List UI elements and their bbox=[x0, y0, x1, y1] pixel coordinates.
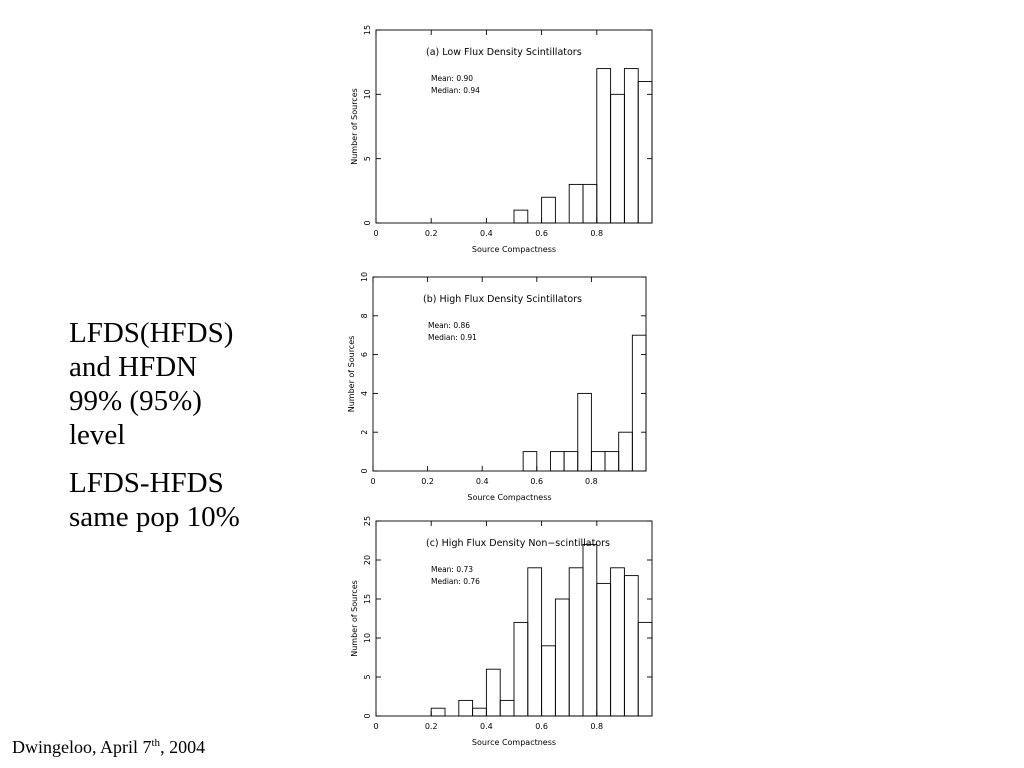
y-tick-label: 5 bbox=[363, 674, 372, 680]
footer-year: , 2004 bbox=[160, 737, 206, 757]
histogram-bar bbox=[555, 599, 569, 716]
x-tick-label: 0 bbox=[373, 229, 379, 238]
x-tick-label: 0.8 bbox=[590, 722, 604, 731]
mean-annotation: Mean: 0.90 bbox=[431, 74, 474, 83]
histogram-bar bbox=[597, 583, 611, 716]
comparison-line-1: LFDS-HFDS bbox=[69, 467, 224, 499]
y-tick-label: 15 bbox=[363, 593, 372, 605]
plot-frame bbox=[373, 277, 646, 471]
footer bbox=[12, 737, 205, 758]
x-tick-label: 0.4 bbox=[480, 229, 493, 238]
y-tick-label: 10 bbox=[363, 89, 372, 100]
y-tick-label: 10 bbox=[360, 271, 369, 283]
x-tick-label: 0.2 bbox=[424, 722, 438, 731]
histogram-bar bbox=[550, 452, 564, 471]
chart-title: (b) High Flux Density Scintillators bbox=[423, 294, 582, 305]
chart-title: (c) High Flux Density Non−scintillators bbox=[426, 538, 611, 549]
footer-date-suffix: th bbox=[151, 737, 161, 749]
histogram-bar bbox=[611, 568, 625, 716]
histogram-bar bbox=[569, 568, 583, 716]
comparison-paragraph bbox=[69, 466, 299, 534]
histogram-bar bbox=[500, 700, 514, 716]
histogram-bar bbox=[564, 452, 578, 471]
y-tick-label: 0 bbox=[360, 468, 369, 474]
y-tick-label: 2 bbox=[360, 429, 369, 435]
x-tick-label: 0 bbox=[370, 477, 376, 486]
y-tick-label: 10 bbox=[363, 632, 372, 644]
histogram-bar bbox=[605, 452, 619, 471]
histogram-bar bbox=[632, 335, 646, 471]
result-paragraph bbox=[69, 316, 299, 452]
y-tick-label: 20 bbox=[363, 554, 372, 566]
histogram-bar bbox=[619, 432, 633, 471]
x-tick-label: 0.8 bbox=[590, 229, 604, 238]
footer-date: Dwingeloo, April 7 bbox=[12, 737, 152, 757]
x-tick-label: 0.2 bbox=[421, 477, 434, 486]
histogram-bar bbox=[542, 646, 556, 716]
result-line-2: and HFDN bbox=[69, 351, 198, 383]
result-line-4: level bbox=[69, 419, 126, 451]
histogram-bar bbox=[473, 708, 487, 716]
histogram-bar bbox=[591, 452, 605, 471]
y-tick-label: 15 bbox=[363, 24, 372, 36]
histogram-bar bbox=[523, 452, 537, 471]
y-tick-label: 0 bbox=[363, 713, 372, 719]
x-axis-label: Source Compactness bbox=[471, 738, 557, 747]
histogram-bar bbox=[486, 669, 500, 716]
x-tick-label: 0.2 bbox=[424, 229, 438, 238]
y-axis-label: Number of Sources bbox=[350, 88, 359, 165]
y-axis-label: Number of Sources bbox=[350, 580, 359, 657]
histogram-bar bbox=[638, 622, 652, 716]
histogram-a bbox=[340, 20, 670, 260]
histogram-bar bbox=[624, 69, 638, 223]
y-tick-label: 5 bbox=[363, 156, 372, 162]
histogram-c bbox=[340, 512, 670, 748]
histogram-bar bbox=[583, 184, 597, 223]
x-tick-label: 0.6 bbox=[530, 477, 544, 486]
histogram-bar bbox=[542, 197, 556, 223]
y-tick-label: 25 bbox=[363, 515, 372, 527]
y-tick-label: 0 bbox=[363, 220, 372, 226]
x-tick-label: 0 bbox=[373, 722, 379, 731]
x-tick-label: 0.6 bbox=[535, 229, 548, 238]
result-line-1: LFDS(HFDS) bbox=[69, 317, 234, 349]
x-tick-label: 0.4 bbox=[480, 722, 493, 731]
x-tick-label: 0.8 bbox=[585, 477, 598, 486]
x-axis-label: Source Compactness bbox=[467, 493, 552, 502]
y-tick-label: 6 bbox=[360, 352, 369, 358]
x-axis-label: Source Compactness bbox=[471, 245, 557, 254]
histogram-b bbox=[330, 268, 660, 508]
mean-annotation: Mean: 0.73 bbox=[431, 565, 474, 574]
histogram-bar bbox=[431, 708, 445, 716]
histogram-bar bbox=[583, 544, 597, 716]
histogram-bar bbox=[611, 94, 625, 223]
median-annotation: Median: 0.91 bbox=[428, 333, 477, 342]
comparison-line-2: same pop 10% bbox=[69, 501, 240, 533]
histogram-bar bbox=[514, 210, 528, 223]
y-tick-label: 8 bbox=[360, 313, 369, 319]
median-annotation: Median: 0.76 bbox=[431, 577, 480, 586]
histogram-bar bbox=[597, 69, 611, 223]
histogram-bar bbox=[569, 184, 583, 223]
histogram-bar bbox=[638, 81, 652, 223]
y-axis-label: Number of Sources bbox=[347, 335, 356, 413]
mean-annotation: Mean: 0.86 bbox=[428, 321, 471, 330]
median-annotation: Median: 0.94 bbox=[431, 86, 480, 95]
result-line-3: 99% (95%) bbox=[69, 385, 202, 417]
x-tick-label: 0.6 bbox=[535, 722, 548, 731]
histogram-bar bbox=[514, 622, 528, 716]
histogram-bar bbox=[578, 393, 592, 471]
y-tick-label: 4 bbox=[360, 390, 369, 396]
histogram-bar bbox=[459, 700, 473, 716]
histogram-bar bbox=[528, 568, 542, 716]
chart-title: (a) Low Flux Density Scintillators bbox=[426, 47, 582, 58]
slide-text-block bbox=[69, 316, 299, 534]
histogram-bar bbox=[624, 576, 638, 716]
x-tick-label: 0.4 bbox=[475, 477, 489, 486]
